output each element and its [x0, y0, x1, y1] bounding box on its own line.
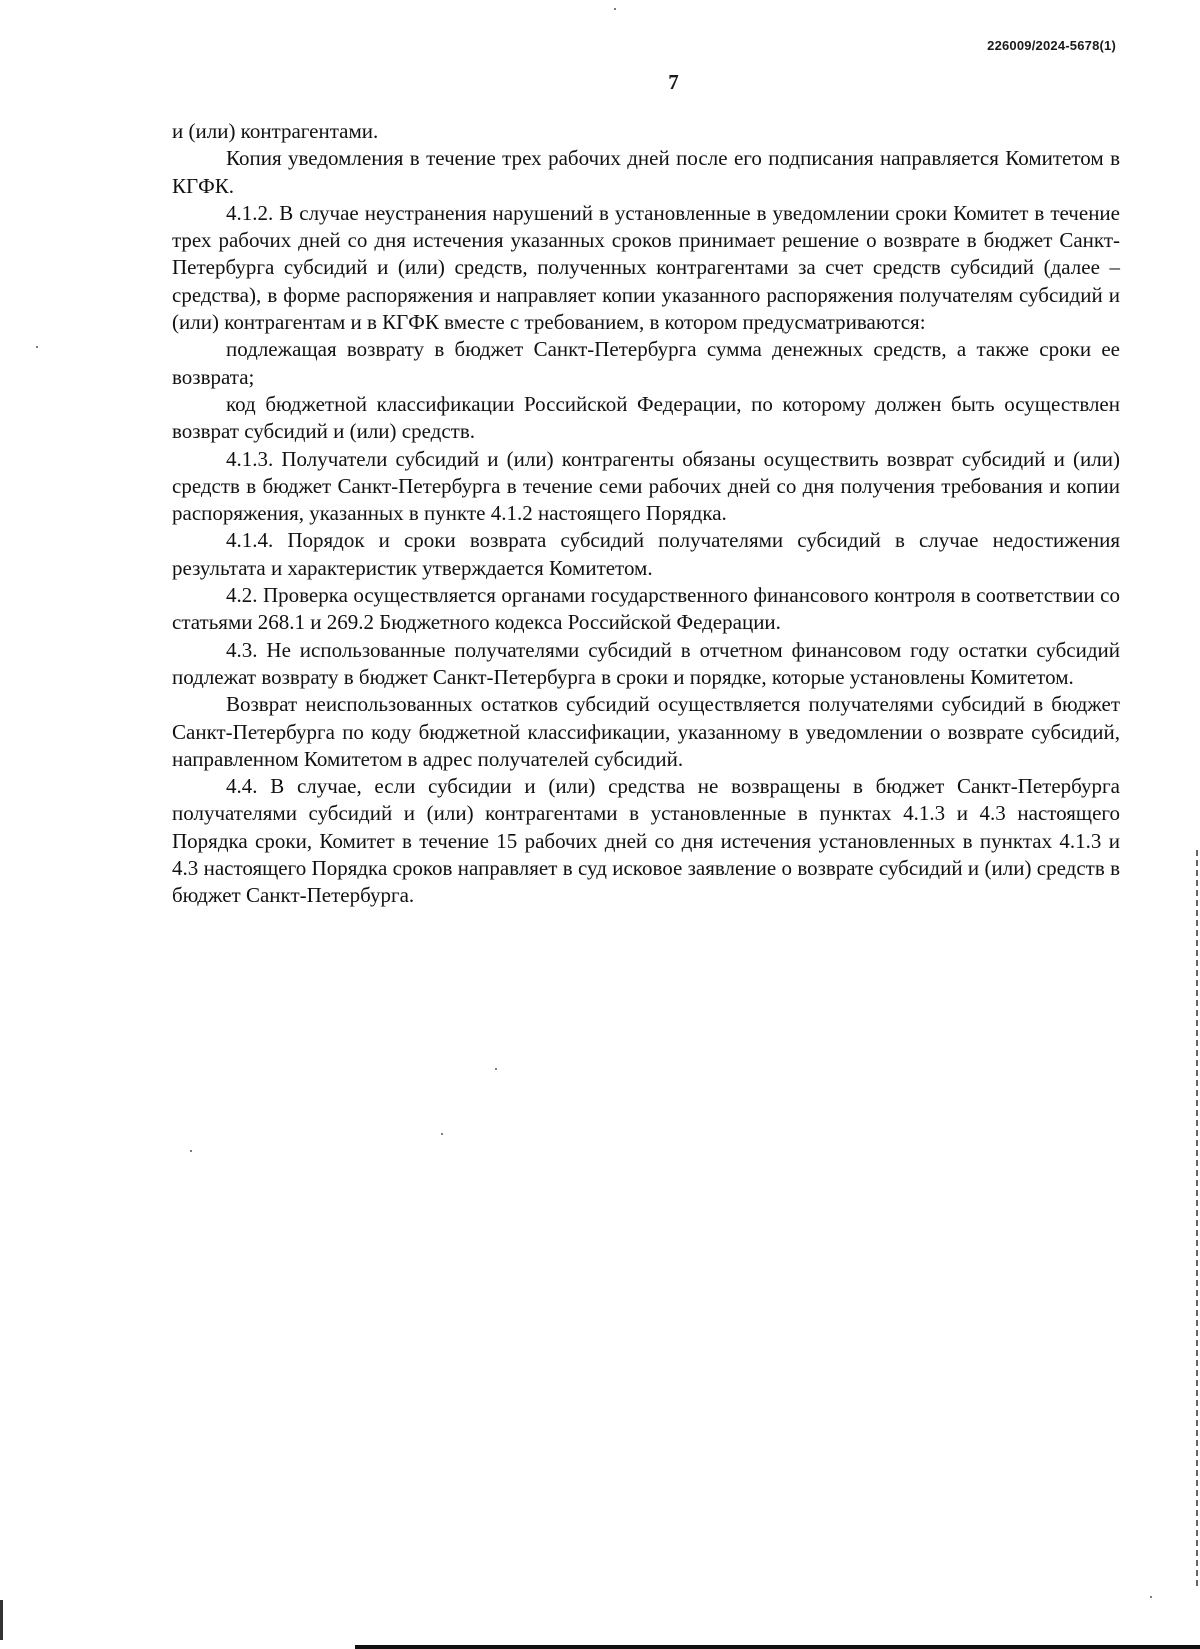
- paragraph-budget-code: код бюджетной классификации Российской Федерации, по которому должен быть осуществлен возврат субсидий и (или) средств.: [172, 391, 1120, 444]
- paragraph-refund-amount: подлежащая возврату в бюджет Санкт-Петербурга сумма денежных средств, а также сроки ее возврата;: [172, 337, 1120, 389]
- paragraph-notice-copy: Копия уведомления в течение трех рабочих дней после его подписания направляется Комитетом в КГФК.: [172, 146, 1120, 198]
- paragraph-unused-balance: Возврат неиспользованных остатков субсидий осуществляется получателями субсидий в бюджет Санкт-Петербурга по коду бюджетной классификации, указанному в уведомлении о возврате субсидий, направленном Комитетом в адрес получателей субсидий.: [172, 692, 1120, 771]
- scan-speck: [1150, 1596, 1152, 1598]
- scan-speck: [441, 1133, 443, 1135]
- document-body: [172, 118, 1120, 910]
- scan-edge-right: [1196, 850, 1198, 1590]
- scan-speck: [614, 8, 616, 10]
- paragraph-4-1-2: 4.1.2. В случае неустранения нарушений в установленные в уведомлении сроки Комитет в течение трех рабочих дней со дня истечения указанных сроков принимает решение о возврате в бюджет Санкт-Петербурга субсидий и (или) средств, полученных контрагентами за счет средств субсидий (далее – средства), в форме распоряжения и направляет копии указанного распоряжения получателям субсидий и (или) контрагентам и в КГФК вместе с требованием, в котором предусматриваются:: [172, 200, 1120, 335]
- scan-speck: [36, 346, 38, 348]
- page-number: 7: [668, 70, 679, 94]
- scan-edge-left: [0, 1600, 3, 1640]
- paragraph-4-1-4: 4.1.4. Порядок и сроки возврата субсидий получателями субсидий в случае недостижения результата и характеристик утверждается Комитетом.: [172, 528, 1120, 580]
- paragraph-4-2: 4.2. Проверка осуществляется органами государственного финансового контроля в соответствии со статьями 268.1 и 269.2 Бюджетного кодекса Российской Федерации.: [172, 583, 1120, 635]
- paragraph-continuation: и (или) контрагентами.: [172, 119, 379, 143]
- scan-edge-bottom: [355, 1645, 1200, 1649]
- paragraph-4-4: 4.4. В случае, если субсидии и (или) средства не возвращены в бюджет Санкт-Петербурга получателями субсидий и (или) контрагентами в установленные в пунктах 4.1.3 и 4.3 настоящего Порядка сроки, Комитет в течение 15 рабочих дней со дня истечения установленных в пунктах 4.1.3 и 4.3 настоящего Порядка сроков направляет в суд исковое заявление о возврате субсидий и (или) средств в бюджет Санкт-Петербурга.: [172, 774, 1120, 908]
- scan-speck: [495, 1068, 497, 1070]
- paragraph-4-3: 4.3. Не использованные получателями субсидий в отчетном финансовом году остатки субсидий подлежат возврату в бюджет Санкт-Петербурга в сроки и порядке, которые установлены Комитетом.: [172, 637, 1120, 689]
- paragraph-4-1-3: 4.1.3. Получатели субсидий и (или) контрагенты обязаны осуществить возврат субсидий и (или) средств в бюджет Санкт-Петербурга в течение семи рабочих дней со дня получения требования и копии распоряжения, указанных в пункте 4.1.2 настоящего Порядка.: [172, 446, 1120, 526]
- scan-speck: [190, 1150, 192, 1152]
- document-number: 226009/2024-5678(1): [987, 38, 1116, 53]
